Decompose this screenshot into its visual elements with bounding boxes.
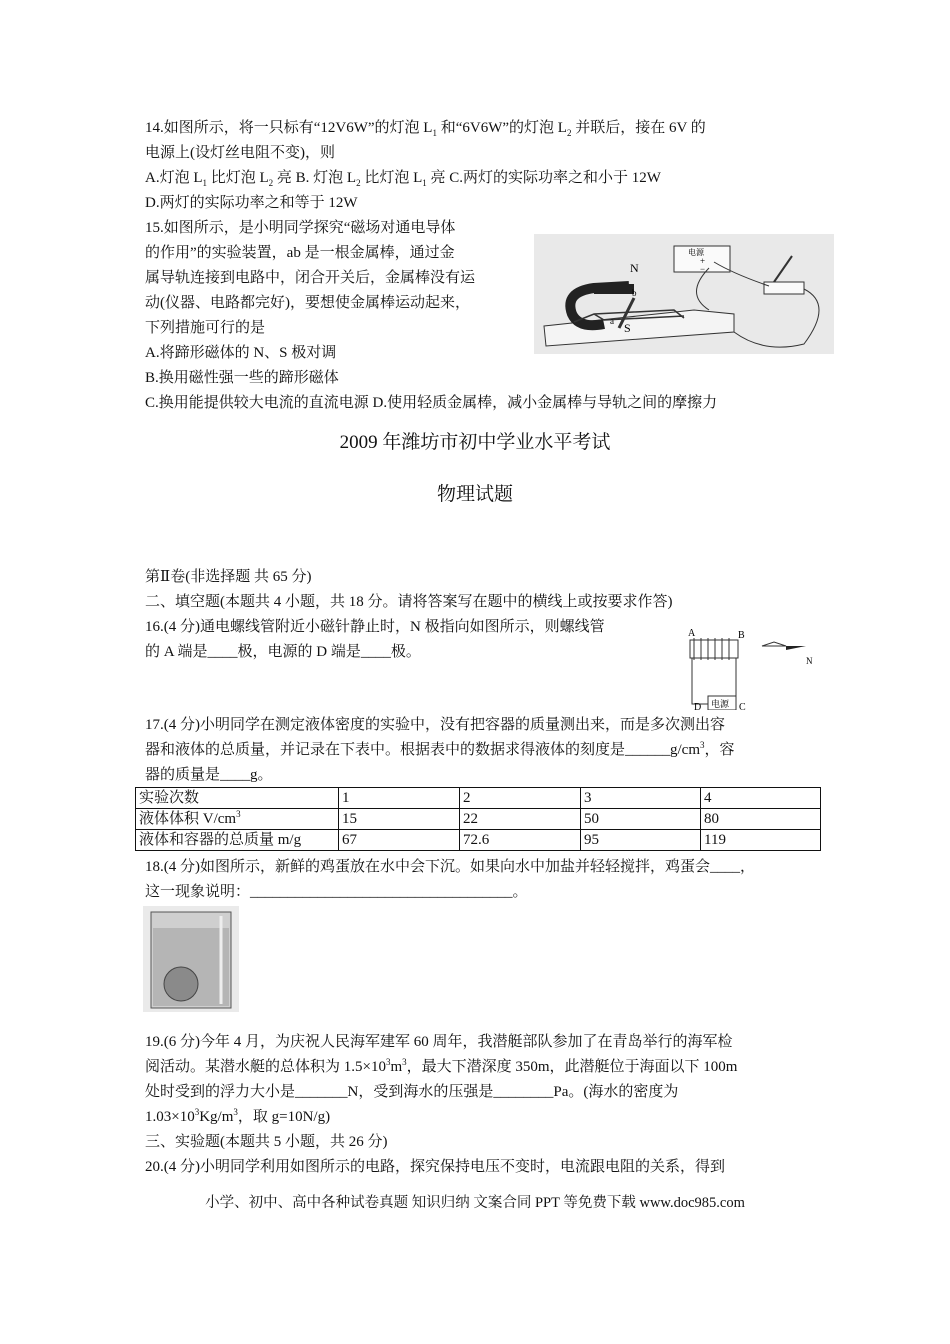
- table-cell: 80: [701, 809, 821, 830]
- text-segment: 17.(4 分)小明同学在测定液体密度的实验中，没有把容器的质量测出来，而是多次测出容: [145, 717, 725, 733]
- text-segment: 极。: [390, 644, 421, 660]
- text-line: [145, 191, 717, 216]
- power-label: 电源: [688, 248, 704, 257]
- exam-title: 2009 年潍坊市初中学业水平考试: [339, 432, 611, 453]
- answer-blank: _______: [295, 1084, 348, 1100]
- text-segment: ，最大下潜深度 350m，此潜艇位于海面以下 100m: [406, 1059, 738, 1075]
- text-segment: D.两灯的实际功率之和等于 12W: [145, 195, 358, 211]
- text-segment: ，容: [704, 742, 735, 758]
- answer-blank: ________: [493, 1084, 554, 1100]
- text-segment: A.将蹄形磁体的 N、S 极对调: [145, 345, 337, 361]
- text-segment: 器和液体的总质量，并记录在下表中。根据表中的数据求得液体的刻度是: [145, 742, 626, 758]
- superscript: 3: [700, 740, 705, 750]
- text-line: [145, 1130, 737, 1155]
- figure-egg-beaker: [143, 906, 239, 1012]
- text-segment: m: [390, 1059, 403, 1075]
- text-segment: 亮 B. 灯泡 L: [273, 170, 357, 186]
- text-segment: 二、填空题(本题共 4 小题，共 18 分。请将答案写在题中的横线上或按要求作答): [145, 594, 673, 610]
- question-18: [145, 855, 755, 905]
- superscript: 3: [402, 1057, 407, 1067]
- text-segment: 比灯泡 L: [207, 170, 269, 186]
- text-segment: 19.(6 分)今年 4 月，为庆祝人民海军建军 60 周年，我潜艇部队参加了在青岛举行的海军检: [145, 1034, 733, 1050]
- text-segment: 。: [512, 884, 528, 900]
- table-row: [136, 809, 821, 830]
- row-label: [136, 788, 339, 809]
- text-segment: Pa。(海水的密度为: [553, 1084, 679, 1100]
- text-segment: g/cm: [670, 742, 701, 758]
- text-line: [145, 590, 673, 615]
- text-line: [145, 1155, 737, 1180]
- text-segment: C.换用能提供较大电流的直流电源 D.使用轻质金属棒，减小金属棒与导轨之间的摩擦力: [145, 395, 718, 411]
- text-segment: 的作用”的实验装置，ab 是一根金属棒，通过金: [145, 245, 455, 261]
- text-line: [145, 565, 673, 590]
- table-row: [136, 788, 821, 809]
- text-line: [145, 763, 735, 788]
- label-n: N: [630, 261, 639, 275]
- text-segment: ，: [740, 859, 756, 875]
- text-segment: ，取 g=10N/g): [237, 1109, 331, 1125]
- answer-blank: ____: [710, 859, 740, 875]
- text-line: [145, 640, 673, 665]
- minus-label: −: [700, 264, 706, 274]
- footer-text: 小学、初中、高中各种试卷真题 知识归纳 文案合同 PPT 等免费下载 www.doc985.com: [205, 1195, 745, 1211]
- superscript: 3: [194, 1107, 200, 1117]
- table-cell: 119: [701, 830, 821, 851]
- table-cell: 67: [339, 830, 460, 851]
- section-2-intro: [145, 565, 673, 665]
- label-n: N: [806, 656, 813, 666]
- text-line: [145, 1030, 737, 1055]
- questions-19-20: [145, 1030, 737, 1180]
- label-c: C: [739, 702, 746, 710]
- label-b: B: [738, 630, 745, 641]
- superscript: 3: [233, 1107, 238, 1117]
- text-line: [145, 855, 755, 880]
- superscript: 3: [385, 1057, 391, 1067]
- question-17: [145, 713, 735, 788]
- exam-subtitle: 物理试题: [436, 484, 513, 505]
- text-line: [145, 1055, 737, 1080]
- table-cell: 50: [581, 809, 701, 830]
- table-row: [136, 830, 821, 851]
- answer-blank: ____: [220, 767, 251, 783]
- data-table: [135, 787, 821, 851]
- text-segment: 的 A 端是: [145, 644, 208, 660]
- text-line: [145, 615, 673, 640]
- text-segment: A.灯泡 L: [145, 170, 203, 186]
- row-label-text: 液体和容器的总质量 m/g: [139, 831, 302, 848]
- text-segment: 并联后，接在 6V 的: [571, 120, 706, 136]
- table-cell: 2: [460, 788, 581, 809]
- text-segment: 第Ⅱ卷(非选择题 共 65 分): [145, 569, 312, 585]
- row-label: [136, 830, 339, 851]
- text-segment: 1.03×10: [145, 1109, 195, 1125]
- text-line: [145, 391, 717, 416]
- answer-blank: ____: [360, 644, 391, 660]
- text-segment: g。: [250, 767, 273, 783]
- label-a: a: [610, 316, 614, 326]
- text-segment: 动(仪器、电路都完好)，要想使金属棒运动起来，: [145, 295, 470, 311]
- text-line: [145, 141, 717, 166]
- table-cell: 95: [581, 830, 701, 851]
- text-segment: 电源上(设灯丝电阻不变)，则: [145, 145, 335, 161]
- text-segment: 这一现象说明：: [145, 884, 251, 900]
- text-line: [145, 880, 755, 905]
- answer-blank: ___________________________________: [250, 884, 513, 900]
- text-segment: 比灯泡 L: [360, 170, 423, 186]
- text-segment: 14.如图所示，将一只标有“12V6W”的灯泡 L: [145, 120, 433, 136]
- label-s: S: [624, 321, 631, 335]
- table-cell: 3: [581, 788, 701, 809]
- text-segment: B.换用磁性强一些的蹄形磁体: [145, 370, 339, 386]
- table-cell: 4: [701, 788, 821, 809]
- text-segment: 15.如图所示，是小明同学探究“磁场对通电导体: [145, 220, 456, 236]
- text-line: [145, 366, 717, 391]
- superscript: 3: [236, 808, 241, 819]
- text-segment: 和“6V6W”的灯泡 L: [436, 120, 567, 136]
- text-segment: 处时受到的浮力大小是: [145, 1084, 296, 1100]
- text-segment: 阅活动。某潜水艇的总体积为 1.5×10: [145, 1059, 386, 1075]
- plus-label: +: [700, 256, 706, 266]
- label-d: D: [694, 702, 702, 710]
- text-segment: 20.(4 分)小明同学利用如图所示的电路，探究保持电压不变时，电流跟电阻的关系，得到: [145, 1159, 725, 1175]
- table-cell: 72.6: [460, 830, 581, 851]
- answer-blank: ____: [207, 644, 238, 660]
- text-line: [145, 1105, 737, 1130]
- text-segment: 属导轨连接到电路中，闭合开关后，金属棒没有运: [145, 270, 476, 286]
- subscript: 2: [566, 128, 572, 138]
- text-segment: 亮 C.两灯的实际功率之和小于 12W: [426, 170, 661, 186]
- text-line: [145, 1080, 737, 1105]
- text-segment: 下列措施可行的是: [145, 320, 266, 336]
- label-b: b: [632, 288, 637, 298]
- text-segment: 16.(4 分)通电螺线管附近小磁针静止时，N 极指向如图所示，则螺线管: [145, 619, 605, 635]
- text-line: [145, 738, 735, 763]
- subscript: 2: [356, 178, 361, 188]
- power-label: 电源: [711, 699, 730, 709]
- row-label: [136, 809, 339, 830]
- text-line: [145, 713, 735, 738]
- text-segment: 极，电源的 D 端是: [237, 644, 361, 660]
- table-cell: 15: [339, 809, 460, 830]
- table-cell: 1: [339, 788, 460, 809]
- subscript: 1: [432, 128, 437, 138]
- row-label-text: 液体体积 V/cm: [139, 810, 237, 827]
- subscript: 1: [202, 178, 207, 188]
- subscript: 2: [268, 178, 274, 188]
- text-segment: 三、实验题(本题共 5 小题，共 26 分): [145, 1134, 388, 1150]
- text-line: [145, 116, 717, 141]
- figure-solenoid: [684, 626, 819, 710]
- row-label-text: 实验次数: [139, 789, 200, 806]
- text-line: [145, 166, 717, 191]
- answer-blank: ______: [625, 742, 671, 758]
- text-segment: 18.(4 分)如图所示，新鲜的鸡蛋放在水中会下沉。如果向水中加盐并轻轻搅拌，鸡蛋会: [145, 859, 710, 875]
- text-segment: N，受到海水的压强是: [347, 1084, 494, 1100]
- subscript: 1: [422, 178, 427, 188]
- label-a: A: [688, 628, 696, 639]
- table-cell: 22: [460, 809, 581, 830]
- text-segment: Kg/m: [199, 1109, 234, 1125]
- figure-magnet-apparatus: [534, 234, 834, 354]
- text-segment: 器的质量是: [145, 767, 221, 783]
